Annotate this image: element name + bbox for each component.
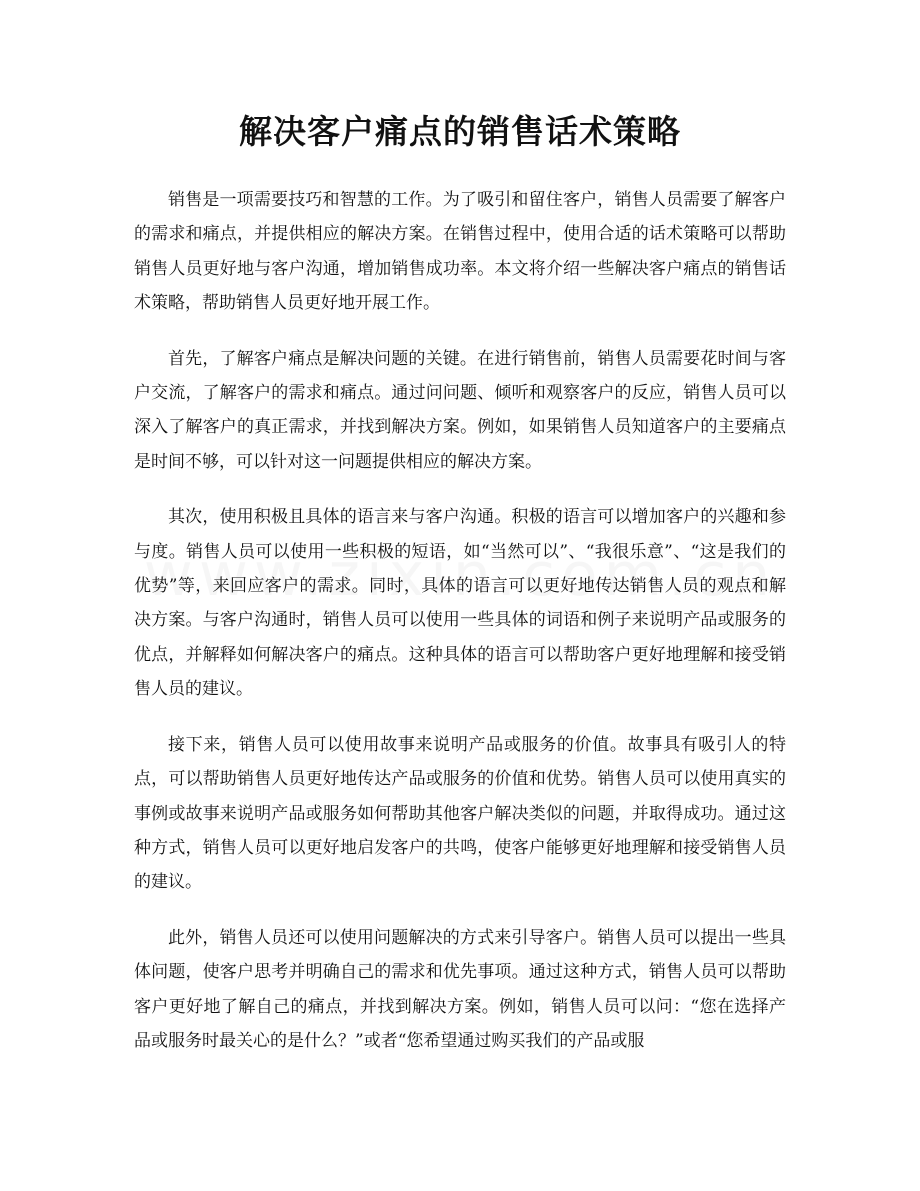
paragraph-3: 其次，使用积极且具体的语言来与客户沟通。积极的语言可以增加客户的兴趣和参与度。销售人员可以使用一些积极的短语，如“当然可以”、“我很乐意”、“这是我们的优势”等，来回应客户的需求。同时，具体的语言可以更好地传达销售人员的观点和解决方案。与客户沟通时，销售人员可以使用一些具体的词语和例子来说明产品或服务的优点，并解释如何解决客户的痛点。这种具体的语言可以帮助客户更好地理解和接受销售人员的建议。 [134, 507, 786, 700]
paragraph-2: 首先，了解客户痛点是解决问题的关键。在进行销售前，销售人员需要花时间与客户交流，了解客户的需求和痛点。通过问问题、倾听和观察客户的反应，销售人员可以深入了解客户的真正需求，并找到解决方案。例如，如果销售人员知道客户的主要痛点是时间不够，可以针对这一问题提供相应的解决方案。 [134, 348, 786, 472]
paragraph-4: 接下来，销售人员可以使用故事来说明产品或服务的价值。故事具有吸引人的特点，可以帮助销售人员更好地传达产品或服务的价值和优势。销售人员可以使用真实的事例或故事来说明产品或服务如何帮助其他客户解决类似的问题，并取得成功。通过这种方式，销售人员可以更好地启发客户的共鸣，使客户能够更好地理解和接受销售人员的建议。 [134, 734, 786, 893]
paragraph-1: 销售是一项需要技巧和智慧的工作。为了吸引和留住客户，销售人员需要了解客户的需求和痛点，并提供相应的解决方案。在销售过程中，使用合适的话术策略可以帮助销售人员更好地与客户沟通，增加销售成功率。本文将介绍一些解决客户痛点的销售话术策略，帮助销售人员更好地开展工作。 [134, 190, 786, 314]
document-title: 解决客户痛点的销售话术策略 [239, 112, 681, 151]
paragraph-5: 此外，销售人员还可以使用问题解决的方式来引导客户。销售人员可以提出一些具体问题，使客户思考并明确自己的需求和优先事项。通过这种方式，销售人员可以帮助客户更好地了解自己的痛点，并找到解决方案。例如，销售人员可以问：“您在选择产品或服务时最关心的是什么？”或者“您希望通过购买我们的产品或服 [134, 927, 786, 1051]
document-body [134, 183, 786, 1079]
